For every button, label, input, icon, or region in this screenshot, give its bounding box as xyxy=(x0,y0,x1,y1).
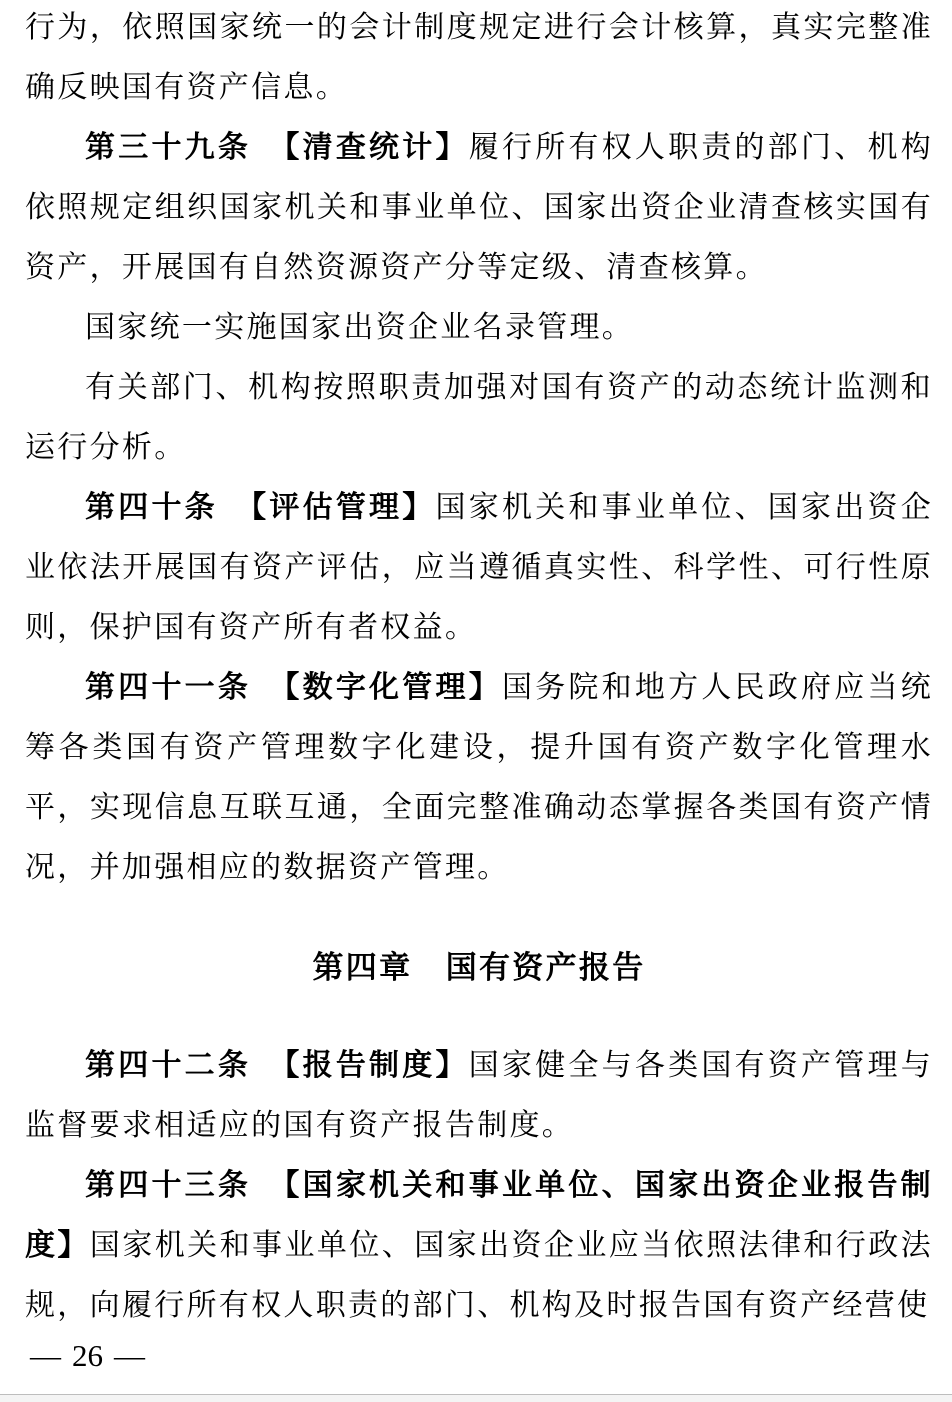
article-41-head: 第四十一条 【数字化管理】 xyxy=(85,671,502,704)
article-42-paragraph xyxy=(25,1036,933,1156)
page-footer xyxy=(30,1336,145,1376)
article-41-paragraph xyxy=(25,658,933,898)
paragraph-continuation xyxy=(25,0,933,118)
footer-dash-right: — xyxy=(114,1338,145,1373)
article-41-body: 国务院和地方人民政府应当统筹各类国有资产管理数字化建设，提升国有资产数字化管理水平，实现信息互联互通，全面完整准确动态掌握各类国有资产情况，并加强相应的数据资产管理。 xyxy=(25,671,933,884)
article-43-body: 国家机关和事业单位、国家出资企业应当依照法律和行政法规，向履行所有权人职责的部门、机构及时报告国有资产经营使 xyxy=(25,1229,933,1322)
article-43-head: 第四十三条 【国家机关和事业单位、国家出资企业报告制度】 xyxy=(25,1169,933,1262)
article-39-paragraph xyxy=(25,118,933,298)
article-40-paragraph xyxy=(25,478,933,658)
paragraph-dynamic-monitoring xyxy=(25,358,933,478)
paragraph-enterprise-registry xyxy=(25,298,933,358)
article-39-head: 第三十九条 【清查统计】 xyxy=(85,131,469,164)
article-39-body: 履行所有权人职责的部门、机构依照规定组织国家机关和事业单位、国家出资企业清查核实国有资产，开展国有自然资源资产分等定级、清查核算。 xyxy=(25,131,933,284)
paragraph-text: 有关部门、机构按照职责加强对国有资产的动态统计监测和运行分析。 xyxy=(25,371,933,464)
paragraph-text: 国家统一实施国家出资企业名录管理。 xyxy=(85,311,635,344)
paragraph-text: 行为，依照国家统一的会计制度规定进行会计核算，真实完整准确反映国有资产信息。 xyxy=(25,11,933,104)
footer-dash-left: — xyxy=(30,1338,61,1373)
page-bottom-boundary xyxy=(0,1394,952,1402)
article-40-body: 国家机关和事业单位、国家出资企业依法开展国有资产评估，应当遵循真实性、科学性、可行性原则，保护国有资产所有者权益。 xyxy=(25,491,934,644)
article-40-head: 第四十条 【评估管理】 xyxy=(85,491,436,524)
article-43-paragraph xyxy=(25,1156,933,1336)
article-42-body: 国家健全与各类国有资产管理与监督要求相适应的国有资产报告制度。 xyxy=(25,1049,933,1142)
article-42-head: 第四十二条 【报告制度】 xyxy=(85,1049,469,1082)
page-number: 26 xyxy=(72,1338,103,1373)
page-body-text xyxy=(25,0,933,1336)
chapter-4-heading: 第四章 国有资产报告 xyxy=(312,950,646,985)
